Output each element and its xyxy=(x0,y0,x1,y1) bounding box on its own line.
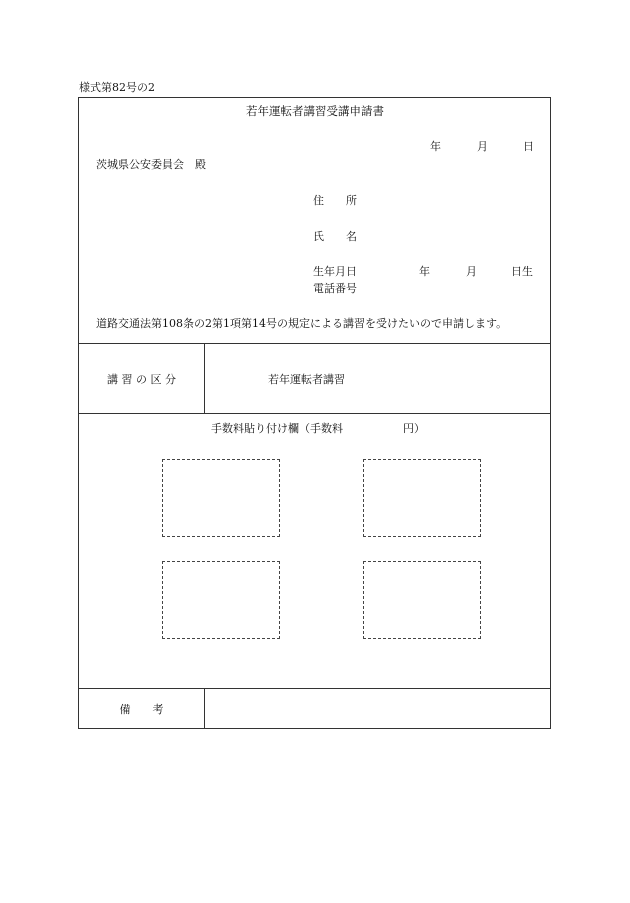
revenue-stamp-box xyxy=(162,459,280,537)
form-title: 若年運転者講習受講申請書 xyxy=(246,104,384,118)
application-statement: 道路交通法第108条の2第1項第14号の規定による講習を受けたいので申請します。 xyxy=(96,317,508,330)
form-number: 様式第82号の2 xyxy=(79,81,155,94)
date-day: 日 xyxy=(523,140,534,153)
birthdate-label: 生年月日 xyxy=(313,265,357,278)
name-label: 氏 名 xyxy=(313,230,357,243)
divider-course-bottom xyxy=(78,413,551,414)
course-label: 講 習 の 区 分 xyxy=(107,373,176,386)
divider-remarks-vertical xyxy=(204,688,205,729)
revenue-stamp-box xyxy=(363,561,481,639)
divider-course-top xyxy=(78,343,551,344)
course-value: 若年運転者講習 xyxy=(268,373,345,386)
remarks-label: 備 考 xyxy=(119,703,164,716)
addressee: 茨城県公安委員会 殿 xyxy=(96,158,206,171)
revenue-stamp-box xyxy=(363,459,481,537)
phone-label: 電話番号 xyxy=(313,282,357,295)
address-label: 住 所 xyxy=(313,194,357,207)
birth-year: 年 xyxy=(419,265,430,278)
birth-day: 日生 xyxy=(511,265,533,278)
birth-month: 月 xyxy=(466,265,477,278)
divider-course-vertical xyxy=(204,343,205,413)
fee-label: 手数料貼り付け欄（手数料 xyxy=(211,422,343,435)
revenue-stamp-box xyxy=(162,561,280,639)
date-month: 月 xyxy=(477,140,488,153)
date-year: 年 xyxy=(430,140,441,153)
divider-remarks-top xyxy=(78,688,551,689)
fee-unit: 円） xyxy=(403,422,425,435)
